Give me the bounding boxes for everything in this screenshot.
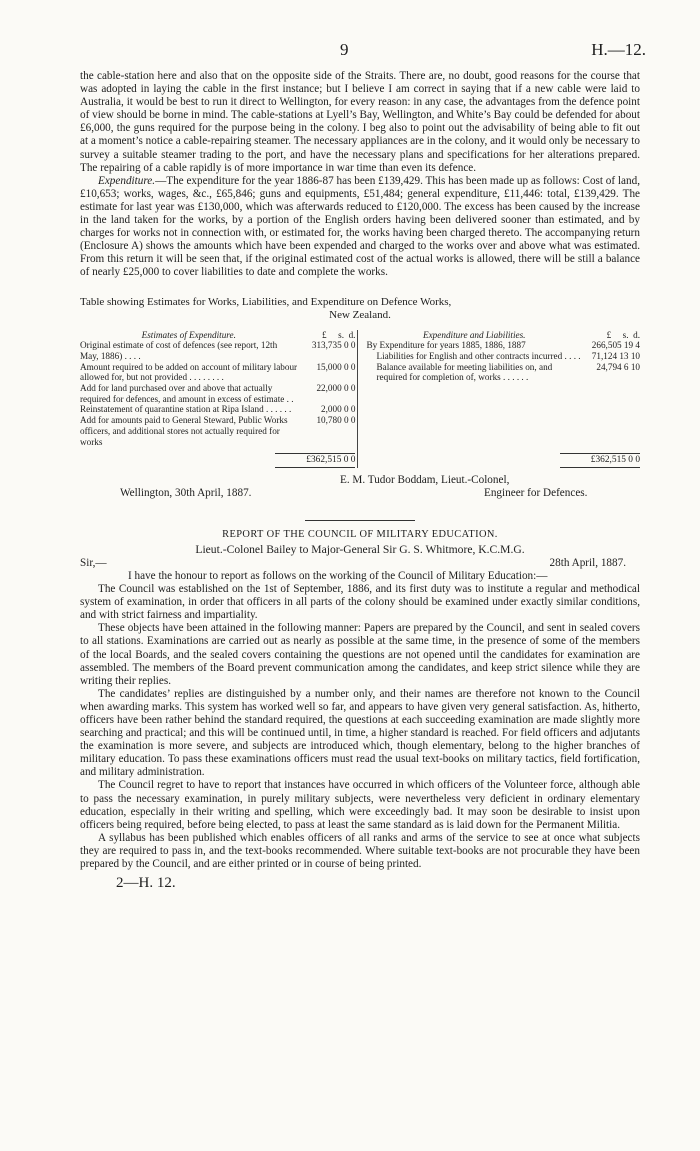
row-amount: 313,735 0 0 [311, 340, 356, 351]
expenditure-text: —The expenditure for the year 1886-87 has been £139,429. This has been made up as follows: Cost of land, £10,653; works, wages, &c., £65,846; guns and equipments, £51,484; general expenditure, £11,446: total, £139,429. The estimate for last year was £130,000, which was afterwards reduced to £120,000. The excess has been caused by the increase in the land taken for the works, by a portion of the English orders having been delivered sooner than estimated, and by charges for works not in connection with, or estimated for, the works having been charged thereto. The accompanying return (Enclosure A) shows the amounts which have been expended and charged to the works over and above what was estimated. From this return it will be seen that, if the original estimated cost of the actual works is allowed, there will be still a balance of nearly £25,000 to cover liabilities to date and complete the works. [80, 174, 640, 279]
row-desc: Liabilities for English and other contracts incurred . . . . [376, 350, 581, 361]
table-row [366, 362, 640, 383]
table-title-line1: Table showing Estimates for Works, Liabilities, and Expenditure on Defence Works, [80, 295, 452, 308]
row-amount: 10,780 0 0 [316, 415, 356, 426]
estimates-header-row [80, 330, 355, 341]
total-right: £362,515 0 0 [560, 453, 640, 468]
expenditure-column [358, 330, 640, 468]
letter-date: 28th April, 1887. [549, 556, 626, 569]
table-row [80, 362, 355, 383]
row-amount: 71,124 13 10 [591, 350, 640, 361]
salutation: Sir,— [80, 556, 107, 569]
salutation-line [80, 557, 640, 570]
place-date: Wellington, 30th April, 1887. [120, 486, 252, 499]
row-desc: Balance available for meeting liabilities on, and required for completion of, works . . . . . . [376, 361, 553, 383]
paper-reference: H.—12. [591, 40, 646, 59]
table-row [80, 404, 355, 415]
estimates-header: Estimates of Expenditure. [141, 329, 236, 340]
table-title-line2: New Zealand. [329, 308, 391, 321]
paragraph-cable-stations: the cable-station here and also that on the opposite side of the Straits. There are, no doubt, good reasons for the course that was adopted in laying the cable in the first instance; but I believe I am correct in saying that if a new cable were laid to Australia, it would be best to run it direct to Wellington, for every reason: in any case, the advantages from the defence point of view should be borne in mind. The cable-stations at Lyell’s Bay, Wellington, and White’s Bay could be defended for about £6,000, the guns required for the purpose being in the colony. I beg also to point out the advisability of being able to fit out at a moment’s notice a cable-repairing steamer. The necessary appliances are in the colony, and it would only be necessary to survey a suitable steamer trading to the port, and have the necessary plans and specifications for her alterations prepared. The repairing of a cable rapidly is of more importance in war time than even its defence. [80, 70, 640, 174]
signature-mark: 2—H. 12. [116, 875, 176, 892]
report-paragraph: These objects have been attained in the following manner: Papers are prepared by the Council, and sent in sealed covers to all stations. Examinations are carried out as nearly as possible at the same time, in the presence of some of the members of the local Boards, and the sealed covers containing the questions are not opened until the candidates for examination are assembled. The members of the Board prevent communication among the candidates, and keep strict silence while they are writing their replies. [80, 622, 640, 687]
row-desc: Amount required to be added on account of military labour allowed for, but not provided . . . . . . . . [80, 361, 298, 383]
row-desc: Add for land purchased over and above that actually required for defences, and amount in excess of estimate . . [80, 383, 294, 404]
table-row [366, 340, 640, 351]
table-row [80, 340, 355, 361]
table-row [80, 383, 355, 404]
estimates-column [80, 330, 358, 468]
table-row [366, 351, 640, 362]
signatory-name: E. M. Tudor Boddam, Lieut.-Colonel, [340, 473, 510, 486]
report-paragraph: The Council regret to have to report that instances have occurred in which officers of the Volunteer force, although able to pass the necessary examination, in purely military subjects, were nevertheless very deficient in ordinary elementary education, especially in their writing and spelling, which were exceedingly bad. It may soon be desirable to insist upon officers being required, before being elected, to pass at least the same standard as is laid down for the Permanent Militia. [80, 779, 640, 831]
report-paragraph: A syllabus has been published which enables officers of all ranks and arms of the service to see at once what subjects they are required to pass in, and the text-books recommended. Where suitable text-books are not procurable they have been prepared by the Council, and are either printed or in course of being printed. [80, 831, 640, 870]
report-paragraph: The candidates’ replies are distinguished by a number only, and their names are therefore not known to the Council when awarding marks. This system has worked well so far, and appears to have given very general satisfaction. As, hitherto, officers have been rather behind the standard required, the questions at each succeeding examination are made slightly more searching and practical; and this will be continued until, in time, a higher standard is reached. For field officers and adjutants the examination is more severe, and subjects are introduced which, though elementary, belong to the higher branches of military education. To pass these examinations officers must read the usual text-books on military tactics, field fortification, and military administration. [80, 687, 640, 779]
money-header-left: £ s. d. [322, 329, 356, 340]
total-left: £362,515 0 0 [275, 453, 355, 468]
estimates-table [80, 330, 640, 468]
document-page [80, 40, 646, 892]
expenditure-heading: Expenditure. [98, 174, 156, 187]
signatory-role: Engineer for Defences. [484, 486, 588, 499]
report-paragraph: I have the honour to report as follows on the working of the Council of Military Education:— [128, 569, 548, 582]
row-desc: By Expenditure for years 1885, 1886, 1887 [366, 340, 526, 351]
table-row [80, 415, 355, 447]
table-title [80, 296, 640, 322]
expenditure-header-row [366, 330, 640, 341]
row-desc: Add for amounts paid to General Steward, Public Works officers, and additional stores not actually required for works [80, 415, 288, 447]
letter-heading: Lieut.-Colonel Bailey to Major-General Sir G. S. Whitmore, K.C.M.G. [195, 542, 525, 556]
row-desc: Original estimate of cost of defences (see report, 12th May, 1886) . . . . [80, 340, 278, 361]
expenditure-header: Expenditure and Liabilities. [422, 329, 526, 340]
total-row-right [560, 453, 640, 468]
signature-block [80, 474, 640, 508]
row-amount: 266,505 19 4 [591, 340, 640, 351]
row-amount: 22,000 0 0 [316, 383, 356, 394]
section-divider [305, 520, 415, 521]
paragraph-expenditure [80, 175, 640, 280]
page-number: 9 [340, 40, 349, 59]
money-header-right: £ s. d. [606, 329, 640, 340]
row-amount: 2,000 0 0 [321, 404, 356, 415]
row-amount: 15,000 0 0 [316, 361, 356, 372]
page-header [80, 40, 646, 70]
total-row-left [80, 453, 355, 468]
report-paragraph: The Council was established on the 1st of September, 1886, and its first duty was to institute a regular and methodical system of examination, in order that officers in all parts of the colony should be examined under exactly similar conditions, and with strict fairness and impartiality. [80, 583, 640, 622]
row-amount: 24,794 6 10 [596, 361, 640, 372]
row-desc: Reinstatement of quarantine station at Ripa Island . . . . . . [80, 404, 292, 415]
report-title: REPORT OF THE COUNCIL OF MILITARY EDUCATION. [222, 528, 498, 540]
